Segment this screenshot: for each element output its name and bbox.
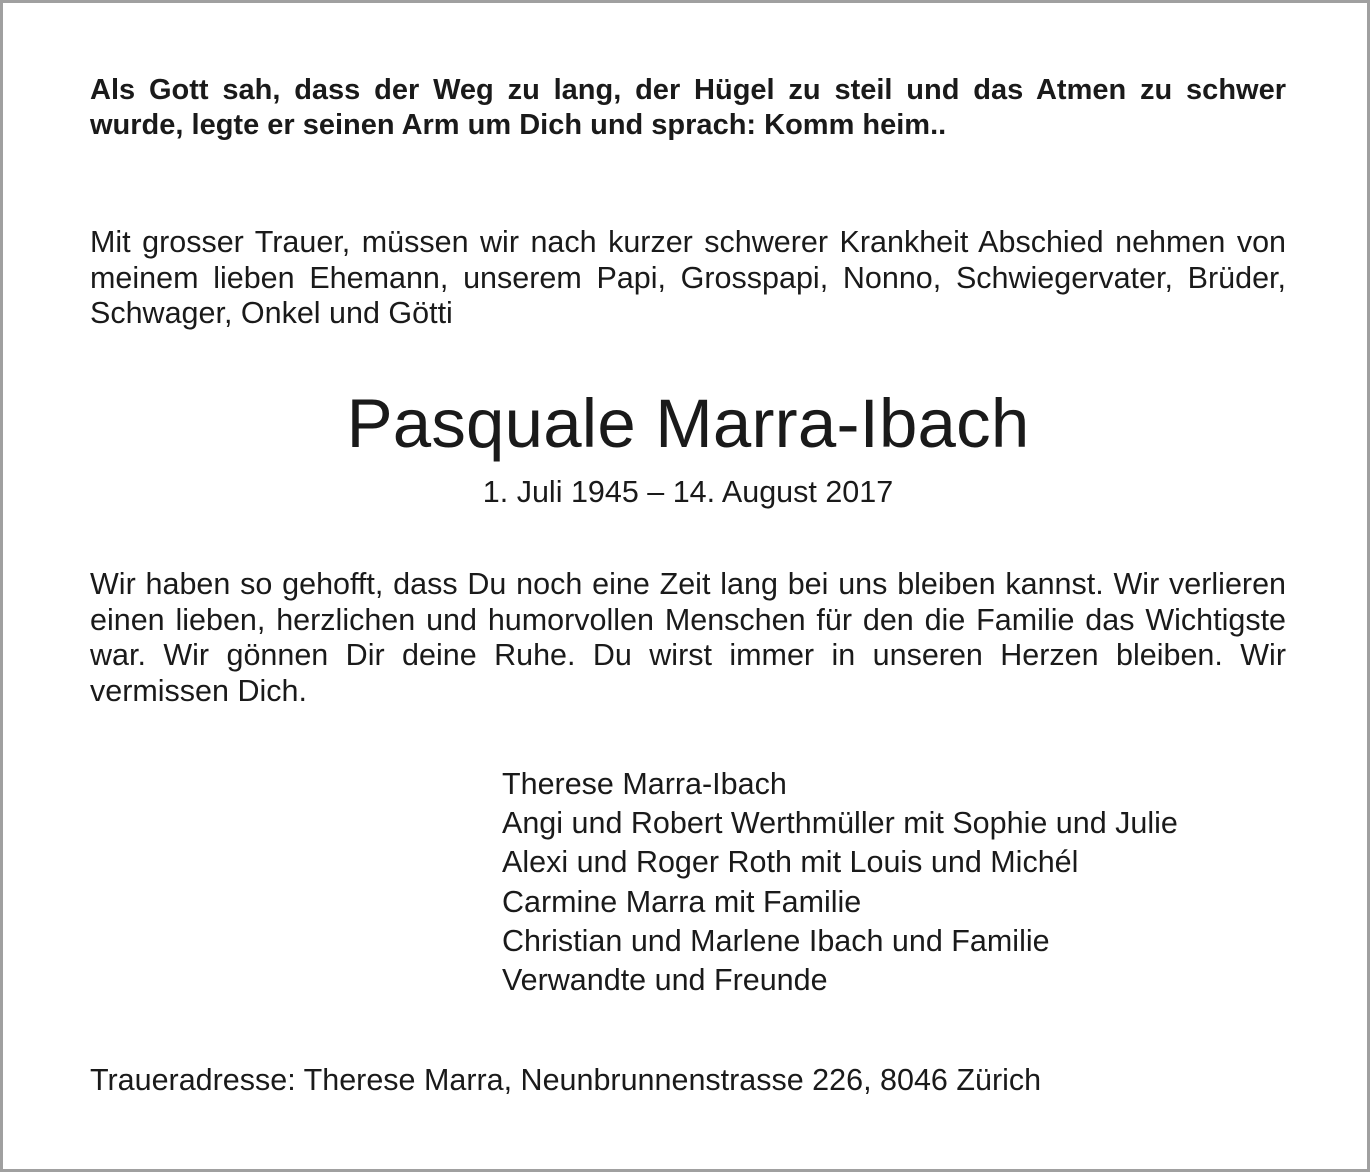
mourners-list [502,765,1178,1000]
motto-text: Als Gott sah, dass der Weg zu lang, der Hügel zu steil und das Atmen zu schwer wurde, legte er seinen Arm um Dich und sprach: Komm heim.. [90,74,1286,141]
mourning-address: Traueradresse: Therese Marra, Neunbrunnenstrasse 226, 8046 Zürich [90,1063,1042,1097]
farewell-text: Wir haben so gehofft, dass Du noch eine Zeit lang bei uns bleiben kannst. Wir verlieren einen lieben, herzlichen und humorvollen Menschen für den die Familie das Wichtigste war. Wir gönnen Dir deine Ruhe. Du wirst immer in unseren Herzen bleiben. Wir vermissen Dich. [90,567,1286,708]
intro-text: Mit grosser Trauer, müssen wir nach kurzer schwerer Krankheit Abschied nehmen von meinem lieben Ehemann, unserem Papi, Grosspapi, Nonno, Schwiegervater, Brüder, Schwager, Onkel und Götti [90,225,1286,330]
mourner-entry: Angi und Robert Werthmüller mit Sophie und Julie [502,806,1178,841]
mourner-entry: Verwandte und Freunde [502,963,828,998]
mourner-entry: Therese Marra-Ibach [502,767,787,801]
deceased-name: Pasquale Marra-Ibach [346,385,1030,462]
mourner-entry: Alexi und Roger Roth mit Louis und Michél [502,845,1079,880]
mourner-entry: Carmine Marra mit Familie [502,884,862,919]
mourner-entry: Christian und Marlene Ibach und Familie [502,923,1050,958]
life-dates: 1. Juli 1945 – 14. August 2017 [482,475,894,509]
